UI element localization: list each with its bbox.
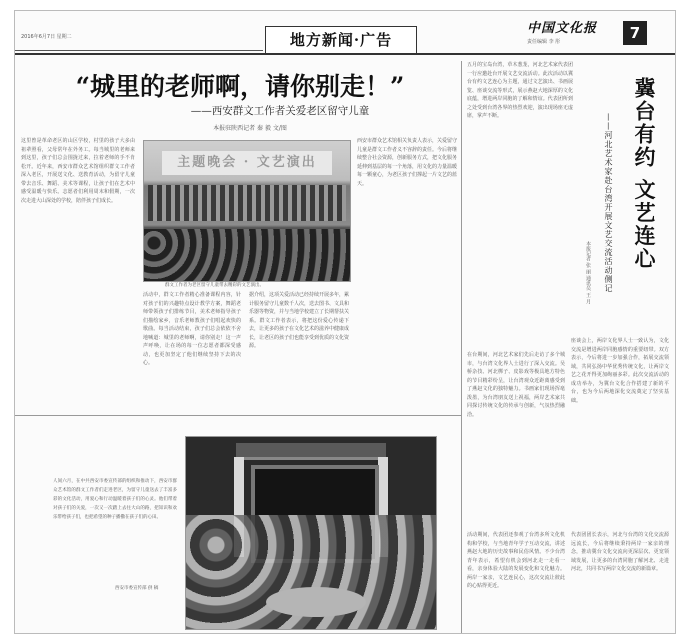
section-divider <box>15 415 461 416</box>
article-subhead: ——西安群文工作者关爱老区留守儿童 <box>190 105 370 117</box>
article-headline: “城里的老师啊，请你别走！” <box>75 72 405 101</box>
article-column-3: 据介绍，这项关爱活动已经持续开展多年，累计服务留守儿童数千人次，送去图书、文具和乐器等物资，并与当地学校建立了长期帮扶关系。群文工作者表示，将把这份爱心传递下去，让更多的孩子在文化艺术的滋养中健康成长，让老区的孩子们也能享受到优质的文化资源。 <box>249 292 349 349</box>
header-rule-thin <box>15 50 263 51</box>
header-rule <box>15 53 675 55</box>
side-article-byline: 本报记者 张 丽 通讯员 王 月 <box>585 241 591 304</box>
side-article-subtitle: ——河北艺术家赴台湾开展文艺交流活动侧记 <box>604 113 613 293</box>
article-column-4: 西安市群众艺术馆相关负责人表示，关爱留守儿童是群文工作者义不容辞的责任。今后将继续整合社会资源，创新服务方式，把文化服务延伸到基层的每一个角落，用文化的力量温暖每一颗童心，为老区孩子们撑起一片文艺的蓝天。 <box>357 138 457 187</box>
side-article-column-4: 活动期间，代表团还参观了台湾多所文化机构和学校，与当地青年学子互动交流，讲述燕赵大地的历史故事和民俗风情。不少台湾青年表示，希望有机会到河北走一走看一看，亲身体验大陆的发展变化和文化魅力。两岸一家亲，文艺连民心，这次交流让彼此的心贴得更近。 <box>467 532 565 589</box>
side-article-column-2: 在台期间，河北艺术家们先后走访了多个城市，与台湾文化界人士进行了深入交流。吴桥杂技、河北梆子、皮影戏等极具地方特色的节目精彩纷呈，让台湾观众近距离感受到了燕赵文化的独特魅力。书画家们现场挥毫泼墨，为台湾朋友送上祝福，两岸艺术家共同探讨传统文化的传承与创新，气氛热烈融洽。 <box>467 352 565 418</box>
header-date: 2016年6月7日 星期二 <box>21 34 72 40</box>
side-article-title: 冀台有约 文艺连心 <box>632 77 657 271</box>
side-article-column-3: 座谈会上，两岸文化界人士一致认为，文化交流是增进两岸同胞感情的重要纽带。双方表示，今后将进一步加强合作，拓展交流领域，共同弘扬中华优秀传统文化，让两岸文艺之花开得更加绚丽多彩。此次交流活动的成功举办，为冀台文化合作搭建了新的平台，也为今后两地深化交流奠定了坚实基础。 <box>571 338 669 404</box>
village-children-photo <box>185 436 437 630</box>
column-divider <box>461 61 462 633</box>
article-byline: 本报驻陕西记者 秦 毅 文/图 <box>213 125 287 132</box>
page-number-badge: 7 <box>623 21 647 45</box>
side-note-text: 人间六月，在中共西安市委宣传部的组织和推动下，西安市群众艺术馆的群文工作者们走进老区，为留守儿童送去了丰富多彩的文化活动，用爱心和行动温暖着孩子们的心灵。他们带着对孩子们的关爱，一次又一次踏上去往大山的路，把知识和欢乐带给孩子们，也把希望的种子播撒在孩子们的心田。 <box>53 479 177 520</box>
section-title: 地方新闻·广告 <box>265 26 417 54</box>
article-column-1: 这里曾是革命老区的山区学校，村里的孩子大多由祖辈照看，父母常年在外务工。每当城里的老师来到这里，孩子们总会围拢过来，拉着老师的手不肯松开。近年来，西安市群众艺术馆组织群文工作者深入老区，开展送文化、送教育活动，为留守儿童带去音乐、舞蹈、美术等课程，让孩子们在艺术中感受温暖与快乐。志愿者们利用周末和假期，一次次走进大山深处的学校，陪伴孩子们成长。 <box>21 138 135 204</box>
side-article-column-1: 五月的宝岛台湾，草木葱茏，河北艺术家代表团一行应邀赴台开展文艺交流活动。此次活动以冀台有约文艺连心为主题，通过文艺演出、书画展览、座谈交流等形式，展示燕赵大地深厚的文化底蕴，增进两岸同胞的了解和情谊。代表团所到之处受到台湾各界的热烈欢迎，演出现场座无虚席，掌声不断。 <box>467 62 573 119</box>
stage-performers <box>148 185 346 221</box>
photo-table <box>266 587 366 617</box>
side-article-column-5: 代表团团长表示，河北与台湾的文化交流源远流长，今后将继续秉持两岸一家亲的理念，推动冀台文化交流向更深层次、更宽领域发展，让更多的台湾同胞了解河北、走进河北，共同书写两岸文化交流的新篇章。 <box>571 532 669 572</box>
article-column-2: 活动中，群文工作者精心准备课程内容，针对孩子们的兴趣特点设计教学方案，舞蹈老师带领孩子们排练节目，美术老师指导孩子们描绘家乡，音乐老师教孩子们唱起欢快的歌曲。每当活动结束，孩子们总会依依不舍地喊道：城里的老师啊，请你别走！这一声声呼唤，让在场的每一位志愿者都深受感动，也更加坚定了他们继续坚持下去的决心。 <box>143 292 241 366</box>
header-editor-info: 责任编辑 李 彤 <box>527 39 561 45</box>
performance-photo <box>143 140 351 282</box>
photo-roof <box>236 443 386 460</box>
stage-banner: 主题晚会 · 文艺演出 <box>162 151 332 175</box>
newspaper-page <box>14 10 676 634</box>
newspaper-masthead: 中国文化报 <box>527 21 598 36</box>
page-header <box>15 11 675 55</box>
side-note-signature: 西安市委宣传部 供 稿 <box>115 586 159 591</box>
photo-caption: 群文工作者为老区留守儿童带去精彩的文艺演出。 <box>165 283 264 288</box>
audience-crowd <box>144 229 350 281</box>
